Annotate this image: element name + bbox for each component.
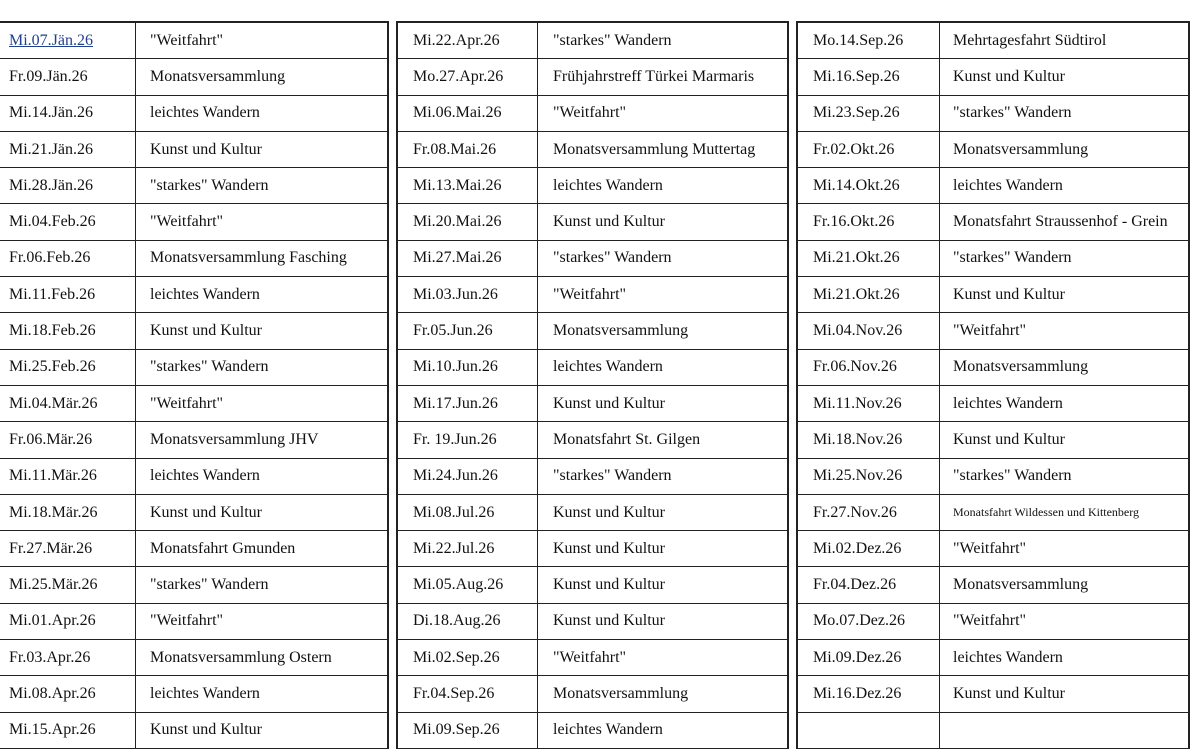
table-row [396, 676, 789, 712]
column-group-3 [796, 21, 1190, 749]
table-row [796, 676, 1188, 712]
event-cell: Monatsversammlung Muttertag [538, 132, 789, 167]
table-row [0, 350, 389, 386]
date-cell: Fr.04.Sep.26 [396, 676, 538, 711]
table-row [0, 168, 389, 204]
table-row [0, 23, 389, 59]
date-cell: Mi.06.Mai.26 [396, 96, 538, 131]
event-cell: "starkes" Wandern [953, 104, 1072, 122]
table-row [796, 531, 1188, 567]
event-cell: Kunst und Kultur [136, 132, 389, 167]
date-cell: Mi.08.Apr.26 [0, 676, 136, 711]
table-row [796, 567, 1188, 603]
table-row [396, 241, 789, 277]
event-cell: leichtes Wandern [953, 648, 1063, 666]
date-cell: Mi.21.Okt.26 [796, 277, 940, 312]
event-cell: Monatsversammlung [136, 59, 389, 94]
date-cell: Mi.25.Mär.26 [0, 567, 136, 602]
date-cell: Mi.20.Mai.26 [396, 204, 538, 239]
date-cell: Mi.17.Jun.26 [396, 386, 538, 421]
table-row [796, 495, 1188, 531]
date-cell: Mi.15.Apr.26 [0, 713, 136, 748]
date-cell: Fr.06.Nov.26 [796, 350, 940, 385]
date-cell: Mo.27.Apr.26 [396, 59, 538, 94]
event-cell: Kunst und Kultur [953, 67, 1065, 85]
event-cell: Kunst und Kultur [538, 386, 789, 421]
event-cell: "starkes" Wandern [953, 467, 1072, 485]
event-cell: Monatsversammlung [953, 358, 1089, 376]
date-cell: Mi.11.Nov.26 [796, 386, 940, 421]
table-row [796, 277, 1188, 313]
date-cell: Fr.27.Mär.26 [0, 531, 136, 566]
table-row [796, 604, 1188, 640]
event-cell: Mehrtagesfahrt Südtirol [953, 31, 1107, 49]
table-row [796, 313, 1188, 349]
event-cell: "Weitfahrt" [136, 204, 389, 239]
date-cell: Mi.25.Nov.26 [796, 459, 940, 494]
date-cell: Fr.06.Feb.26 [0, 241, 136, 276]
table-row [396, 713, 789, 749]
event-cell: "starkes" Wandern [538, 459, 789, 494]
table-row [0, 422, 389, 458]
event-cell: Monatsversammlung Ostern [136, 640, 389, 675]
event-cell: "Weitfahrt" [136, 23, 389, 58]
table-row [0, 567, 389, 603]
date-cell: Mi.09.Dez.26 [796, 640, 940, 675]
date-cell: Mi.13.Mai.26 [396, 168, 538, 203]
table-row [396, 422, 789, 458]
event-cell: leichtes Wandern [538, 350, 789, 385]
event-cell: Monatsfahrt Straussenhof - Grein [953, 213, 1168, 231]
event-cell: "Weitfahrt" [136, 604, 389, 639]
event-cell: leichtes Wandern [538, 713, 789, 748]
table-row [796, 132, 1188, 168]
table-row [396, 59, 789, 95]
table-row [0, 204, 389, 240]
column-group-1 [0, 21, 389, 749]
event-schedule-table [0, 21, 1192, 747]
date-cell: Mi.08.Jul.26 [396, 495, 538, 530]
date-link[interactable] [0, 23, 136, 58]
event-cell: Kunst und Kultur [136, 495, 389, 530]
table-row [396, 313, 789, 349]
table-row [396, 350, 789, 386]
event-cell: leichtes Wandern [136, 676, 389, 711]
event-cell: Monatsversammlung JHV [136, 422, 389, 457]
table-row [796, 640, 1188, 676]
table-row [0, 241, 389, 277]
date-cell: Mi.25.Feb.26 [0, 350, 136, 385]
event-cell: leichtes Wandern [136, 459, 389, 494]
event-cell: Monatsversammlung Fasching [136, 241, 389, 276]
table-row [396, 204, 789, 240]
date-cell: Mi.10.Jun.26 [396, 350, 538, 385]
event-cell: Kunst und Kultur [953, 430, 1065, 448]
table-row [796, 241, 1188, 277]
date-cell: Mi.05.Aug.26 [396, 567, 538, 602]
event-cell: Kunst und Kultur [538, 204, 789, 239]
table-row [0, 640, 389, 676]
table-row [396, 567, 789, 603]
table-row [796, 96, 1188, 132]
event-cell: Kunst und Kultur [538, 495, 789, 530]
date-cell: Di.18.Aug.26 [396, 604, 538, 639]
table-row [796, 386, 1188, 422]
event-cell: "Weitfahrt" [538, 640, 789, 675]
event-cell: "Weitfahrt" [953, 539, 1027, 557]
table-row [396, 386, 789, 422]
table-row [396, 604, 789, 640]
event-cell: "starkes" Wandern [538, 23, 789, 58]
date-cell: Mi.18.Nov.26 [796, 422, 940, 457]
event-cell: Frühjahrstreff Türkei Marmaris [538, 59, 789, 94]
date-cell: Mi.01.Apr.26 [0, 604, 136, 639]
event-cell: "starkes" Wandern [136, 567, 389, 602]
date-cell: Mi.22.Apr.26 [396, 23, 538, 58]
date-cell: Mi.16.Dez.26 [796, 676, 940, 711]
event-cell: Kunst und Kultur [538, 567, 789, 602]
table-row [0, 495, 389, 531]
table-row [0, 531, 389, 567]
event-cell: leichtes Wandern [953, 176, 1063, 194]
date-cell: Mi.18.Feb.26 [0, 313, 136, 348]
event-cell: "Weitfahrt" [538, 277, 789, 312]
event-cell: leichtes Wandern [136, 96, 389, 131]
date-cell: Fr.05.Jun.26 [396, 313, 538, 348]
table-row [396, 96, 789, 132]
event-cell: "Weitfahrt" [953, 322, 1027, 340]
date-cell: Mi.11.Mär.26 [0, 459, 136, 494]
event-cell: Monatsversammlung [538, 676, 789, 711]
event-cell: Monatsversammlung [953, 140, 1089, 158]
table-row [0, 132, 389, 168]
table-row [796, 23, 1188, 59]
event-cell: "starkes" Wandern [136, 350, 389, 385]
table-row [0, 313, 389, 349]
date-cell: Mi.11.Feb.26 [0, 277, 136, 312]
event-cell: leichtes Wandern [538, 168, 789, 203]
date-cell: Fr. 19.Jun.26 [396, 422, 538, 457]
date-cell: Mi.02.Dez.26 [796, 531, 940, 566]
date-cell: Mi.14.Jän.26 [0, 96, 136, 131]
date-cell: Fr.06.Mär.26 [0, 422, 136, 457]
event-cell: Kunst und Kultur [538, 531, 789, 566]
table-row [0, 386, 389, 422]
table-row [396, 277, 789, 313]
date-cell: Mi.22.Jul.26 [396, 531, 538, 566]
date-cell: Mi.04.Nov.26 [796, 313, 940, 348]
event-cell: leichtes Wandern [953, 394, 1063, 412]
date-cell: Mi.21.Okt.26 [796, 241, 940, 276]
date-cell: Mi.16.Sep.26 [796, 59, 940, 94]
date-cell: Mi.04.Feb.26 [0, 204, 136, 239]
event-cell: Monatsversammlung [538, 313, 789, 348]
event-cell: Monatsfahrt St. Gilgen [538, 422, 789, 457]
column-group-2 [396, 21, 789, 749]
date-cell: Fr.02.Okt.26 [796, 132, 940, 167]
event-cell: Kunst und Kultur [538, 604, 789, 639]
date-cell: Fr.04.Dez.26 [796, 567, 940, 602]
event-cell: "starkes" Wandern [538, 241, 789, 276]
date-cell: Mo.07.Dez.26 [796, 604, 940, 639]
table-row [796, 459, 1188, 495]
table-row [0, 676, 389, 712]
date-cell: Mo.14.Sep.26 [796, 23, 940, 58]
event-cell [940, 713, 1188, 748]
table-row [796, 350, 1188, 386]
date-cell: Mi.04.Mär.26 [0, 386, 136, 421]
date-cell: Mi.28.Jän.26 [0, 168, 136, 203]
table-row [0, 604, 389, 640]
table-row [0, 59, 389, 95]
table-row [796, 168, 1188, 204]
date-cell: Mi.23.Sep.26 [796, 96, 940, 131]
date-cell: Fr.08.Mai.26 [396, 132, 538, 167]
event-cell: Kunst und Kultur [953, 285, 1065, 303]
event-cell: "Weitfahrt" [538, 96, 789, 131]
table-row [796, 713, 1188, 749]
table-row [396, 168, 789, 204]
event-cell: Kunst und Kultur [136, 313, 389, 348]
date-cell: Mi.09.Sep.26 [396, 713, 538, 748]
event-cell: Monatsfahrt Wildessen und Kittenberg [953, 505, 1140, 519]
date-cell: Mi.21.Jän.26 [0, 132, 136, 167]
table-row [396, 640, 789, 676]
table-row [396, 23, 789, 59]
event-cell: Monatsversammlung [953, 576, 1089, 594]
date-cell: Mi.03.Jun.26 [396, 277, 538, 312]
date-cell: Mi.02.Sep.26 [396, 640, 538, 675]
table-row [0, 277, 389, 313]
table-row [0, 96, 389, 132]
table-row [796, 422, 1188, 458]
date-cell: Mi.14.Okt.26 [796, 168, 940, 203]
date-cell: Fr.16.Okt.26 [796, 204, 940, 239]
table-row [0, 459, 389, 495]
table-row [396, 459, 789, 495]
event-cell: "starkes" Wandern [136, 168, 389, 203]
date-cell: Mi.18.Mär.26 [0, 495, 136, 530]
event-cell: Kunst und Kultur [953, 684, 1065, 702]
table-row [396, 531, 789, 567]
date-cell: Mi.27.Mai.26 [396, 241, 538, 276]
date-cell: Fr.03.Apr.26 [0, 640, 136, 675]
date-cell [796, 713, 940, 748]
table-row [796, 59, 1188, 95]
table-row [396, 495, 789, 531]
table-row [796, 204, 1188, 240]
date-cell: Fr.27.Nov.26 [796, 495, 940, 530]
event-cell: Kunst und Kultur [136, 713, 389, 748]
date-link-text[interactable]: Mi.07.Jän.26 [9, 31, 93, 49]
date-cell: Fr.09.Jän.26 [0, 59, 136, 94]
date-cell: Mi.24.Jun.26 [396, 459, 538, 494]
event-cell: "Weitfahrt" [953, 612, 1027, 630]
table-row [396, 132, 789, 168]
event-cell: "starkes" Wandern [953, 249, 1072, 267]
event-cell: "Weitfahrt" [136, 386, 389, 421]
table-row [0, 713, 389, 749]
event-cell: leichtes Wandern [136, 277, 389, 312]
event-cell: Monatsfahrt Gmunden [136, 531, 389, 566]
